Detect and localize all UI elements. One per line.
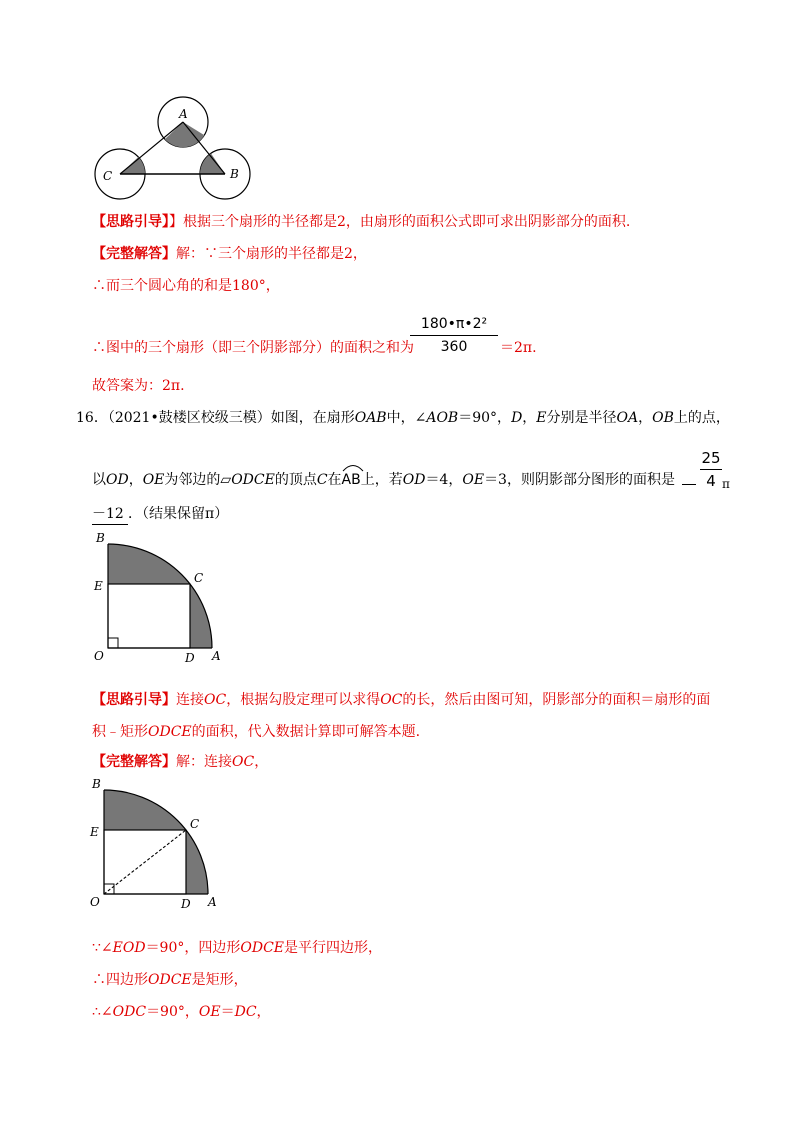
figure-sector-diagonal — [86, 776, 226, 910]
answer-tail: －12 — [92, 504, 128, 525]
label-c: C — [190, 817, 200, 831]
label-d: D — [181, 897, 191, 910]
hint-tag: 【思路引导】 — [92, 692, 176, 708]
answer-tag: 【完整解答】 — [92, 754, 176, 770]
s15-hint: 【思路引导】】根据三个扇形的半径都是2，由扇形的面积公式即可求出阴影部分的面积. — [92, 214, 631, 230]
s15-result: ＝2π. — [500, 340, 537, 356]
s16-hint2: 积﹣矩形ODCE的面积，代入数据计算即可解答本题. — [92, 724, 421, 740]
arc-ab: AB — [341, 472, 361, 488]
s15-line2: ∴而三个圆心角的和是180°， — [92, 278, 280, 294]
s16b-line1: ∵∠EOD＝90°，四边形ODCE是平行四边形， — [92, 940, 383, 956]
s16b-line2: ∴四边形ODCE是矩形， — [92, 972, 248, 988]
s15-fraction: 180•π•2² 360 — [410, 314, 498, 357]
label-c: C — [103, 169, 113, 183]
figure-three-sectors — [90, 96, 270, 200]
label-b: B — [96, 531, 105, 545]
q16-line3: －12 ．（结果保留π） — [92, 504, 228, 525]
q16-line1: 16．（2021•鼓楼区校级三模）如图，在扇形OAB中，∠AOB＝90°，D，E分别是半径OA，OB上的点， — [76, 410, 730, 426]
q16-line2: 以OD，OE为邻边的▱ODCE的顶点C在 AB上，若OD＝4，OE＝3，则阴影部分图形的面积是 — [92, 470, 675, 490]
label-e: E — [94, 579, 103, 593]
label-a: A — [208, 895, 217, 909]
label-a: A — [212, 649, 221, 663]
label-c: C — [194, 571, 204, 585]
label-o: O — [94, 649, 104, 663]
label-o: O — [90, 895, 100, 909]
hint-tag: 【思路引导】 — [92, 214, 169, 230]
label-a: A — [179, 107, 188, 121]
figure-sector-rectangle — [90, 530, 230, 664]
s16b-line3: ∴∠ODC＝90°，OE＝DC， — [92, 1004, 271, 1020]
label-b: B — [92, 777, 101, 791]
s15-answer: 【完整解答】解：∵三个扇形的半径都是2， — [92, 246, 367, 262]
answer-blank — [682, 484, 696, 485]
label-d: D — [185, 651, 195, 664]
s16-hint1: 【思路引导】连接OC，根据勾股定理可以求得OC的长，然后由图可知，阴影部分的面积＝扇形的面 — [92, 692, 711, 708]
s15-line3: ∴图中的三个扇形（即三个阴影部分）的面积之和为 — [92, 340, 414, 356]
q16-answer-fraction: 25 4 — [701, 449, 721, 490]
label-b: B — [230, 167, 239, 181]
answer-tag: 【完整解答】 — [92, 246, 176, 262]
answer-pi: π — [722, 477, 730, 491]
label-e: E — [90, 825, 99, 839]
s16-answer: 【完整解答】解：连接OC， — [92, 754, 269, 770]
s15-final: 故答案为：2π. — [92, 378, 185, 394]
